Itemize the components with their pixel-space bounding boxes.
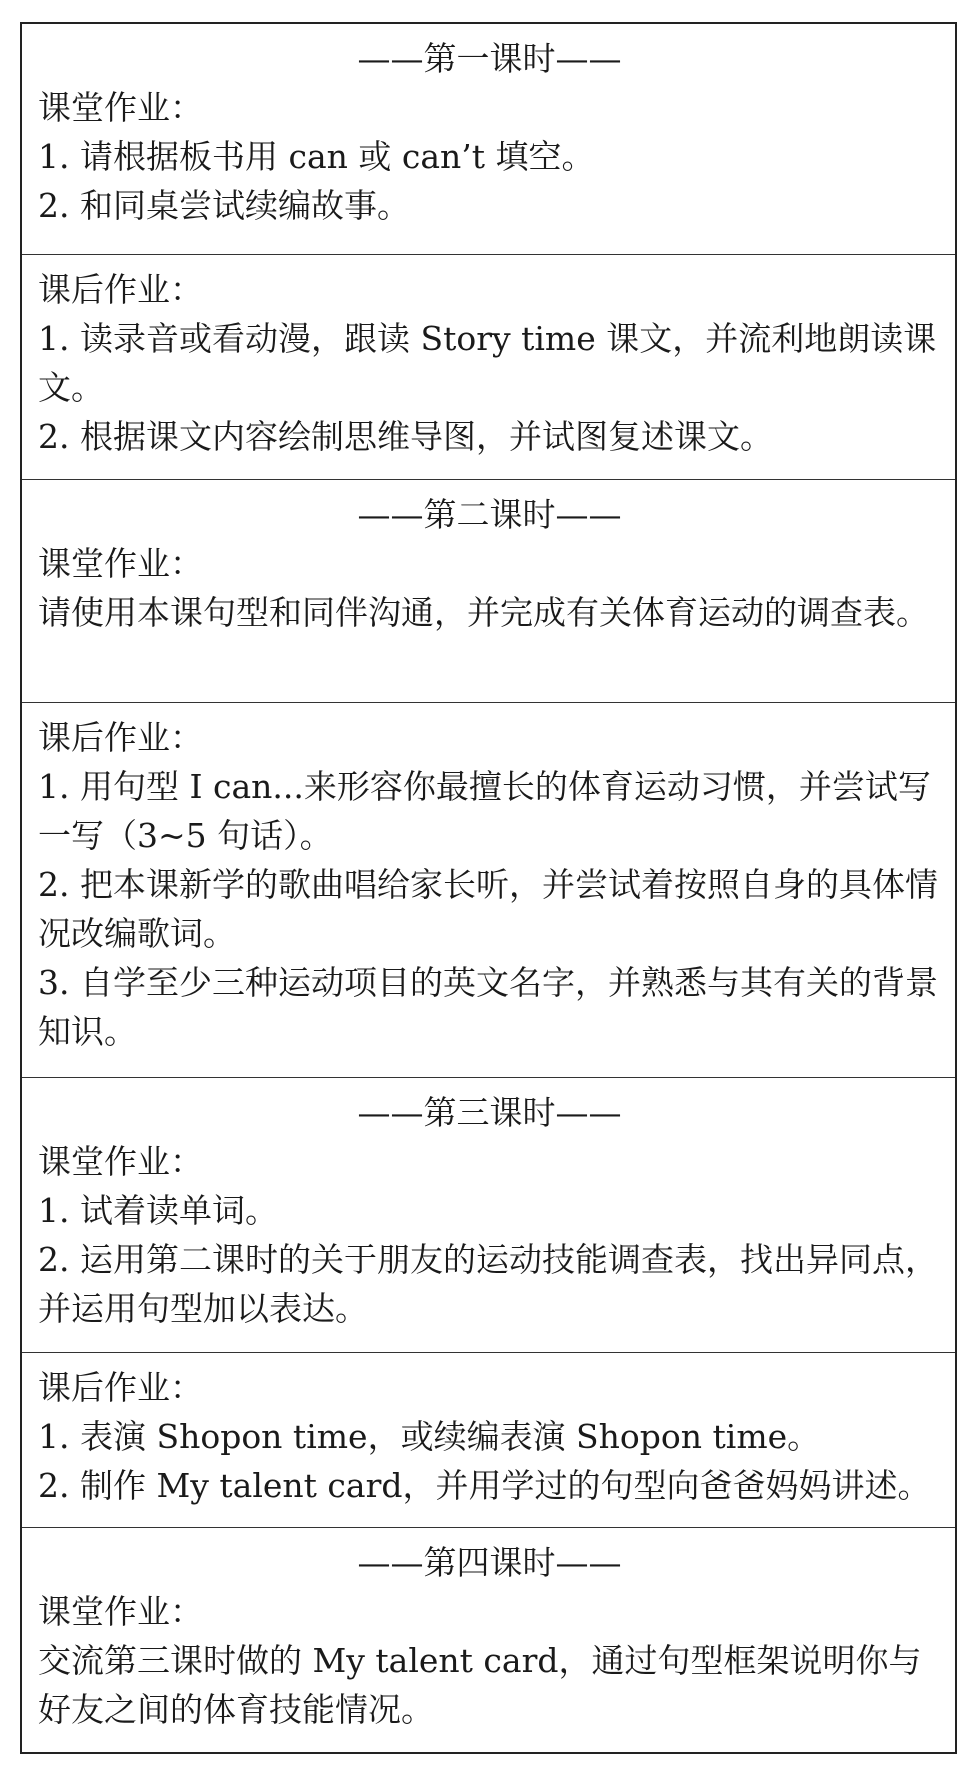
section-heading: 课堂作业： (38, 1142, 203, 1181)
period-title: ——第二课时—— (357, 495, 622, 534)
list-item: 1. 请根据板书用 can 或 can’t 填空。 (38, 137, 595, 176)
table-cell-period-2-homework (22, 702, 955, 1077)
list-item: 1. 表演 Shopon time，或续编表演 Shopon time。 (38, 1417, 821, 1456)
section-heading: 课后作业： (38, 1368, 203, 1407)
section-heading: 课堂作业： (38, 1592, 203, 1631)
list-item: 2. 把本课新学的歌曲唱给家长听，并尝试着按照自身的具体情况改编歌词。 (38, 865, 938, 953)
table-cell-period-1-homework (22, 254, 955, 479)
table-cell-period-3-classwork (22, 1077, 955, 1352)
table-cell-period-1-classwork (22, 24, 955, 254)
table-cell-period-4-classwork (22, 1527, 955, 1752)
list-item: 2. 运用第二课时的关于朋友的运动技能调查表，找出异同点，并运用句型加以表达。 (38, 1240, 938, 1328)
list-item: 1. 用句型 I can...来形容你最擅长的体育运动习惯，并尝试写一写（3~5 句话）。 (38, 767, 931, 855)
period-title: ——第四课时—— (357, 1543, 622, 1582)
list-item: 1. 读录音或看动漫，跟读 Story time 课文，并流利地朗读课文。 (38, 319, 937, 407)
list-item: 2. 和同桌尝试续编故事。 (38, 186, 410, 225)
list-item: 2. 根据课文内容绘制思维导图，并试图复述课文。 (38, 417, 773, 456)
homework-table (20, 22, 957, 1754)
list-item: 交流第三课时做的 My talent card，通过句型框架说明你与好友之间的体育技能情况。 (38, 1641, 922, 1729)
list-item: 2. 制作 My talent card，并用学过的句型向爸爸妈妈讲述。 (38, 1466, 931, 1505)
list-item: 1. 试着读单词。 (38, 1191, 278, 1230)
list-item: 3. 自学至少三种运动项目的英文名字，并熟悉与其有关的背景知识。 (38, 963, 938, 1051)
period-title: ——第三课时—— (357, 1093, 622, 1132)
section-heading: 课后作业： (38, 270, 203, 309)
section-heading: 课后作业： (38, 718, 203, 757)
section-heading: 课堂作业： (38, 88, 203, 127)
table-cell-period-2-classwork (22, 479, 955, 702)
period-title: ——第一课时—— (357, 39, 622, 78)
section-heading: 课堂作业： (38, 544, 203, 583)
table-cell-period-3-homework (22, 1352, 955, 1527)
list-item: 请使用本课句型和同伴沟通，并完成有关体育运动的调查表。 (38, 593, 929, 632)
